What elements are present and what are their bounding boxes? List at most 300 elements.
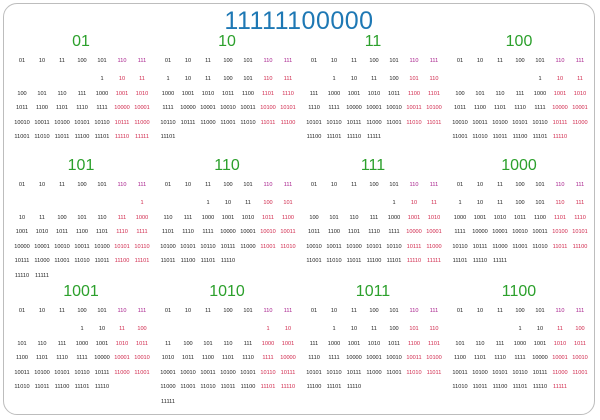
- day-cell[interactable]: 1011: [181, 355, 195, 361]
- day-cell[interactable]: 10101: [114, 243, 130, 250]
- day-cell[interactable]: 1100: [35, 105, 49, 111]
- day-cell[interactable]: 10: [98, 326, 106, 332]
- day-cell[interactable]: 1111: [262, 355, 274, 361]
- day-cell[interactable]: 11100: [180, 258, 196, 264]
- day-cell[interactable]: 11001: [452, 134, 468, 140]
- day-cell[interactable]: 111: [283, 76, 293, 82]
- day-cell[interactable]: 111: [243, 340, 253, 347]
- day-cell[interactable]: 1011: [307, 229, 321, 235]
- day-cell[interactable]: 10110: [532, 119, 548, 126]
- day-cell[interactable]: 10100: [220, 369, 236, 376]
- day-cell[interactable]: 10: [350, 76, 358, 82]
- day-cell[interactable]: 11010: [14, 384, 30, 390]
- day-cell[interactable]: 11001: [386, 119, 402, 126]
- day-cell[interactable]: 1000: [327, 340, 341, 347]
- day-cell[interactable]: 1010: [135, 90, 149, 97]
- day-cell[interactable]: 1011: [513, 214, 527, 221]
- day-cell[interactable]: 11111: [493, 258, 507, 264]
- day-cell[interactable]: 1011: [135, 340, 149, 347]
- day-cell[interactable]: 1010: [553, 340, 567, 347]
- day-cell[interactable]: 10: [350, 326, 358, 332]
- day-cell[interactable]: 1101: [95, 229, 109, 235]
- day-cell[interactable]: 111: [183, 214, 193, 221]
- day-cell[interactable]: 11110: [280, 384, 296, 390]
- day-cell[interactable]: 11101: [326, 384, 342, 390]
- day-cell[interactable]: 1111: [202, 229, 214, 235]
- day-cell[interactable]: 10001: [572, 105, 588, 111]
- day-cell[interactable]: 100: [389, 326, 399, 332]
- day-cell[interactable]: 1000: [75, 340, 89, 347]
- day-cell[interactable]: 1001: [115, 90, 129, 97]
- day-cell[interactable]: 10110: [326, 119, 342, 126]
- day-cell[interactable]: 1111: [534, 105, 546, 111]
- day-cell[interactable]: 1: [518, 326, 522, 332]
- day-cell[interactable]: 11101: [74, 384, 90, 390]
- day-cell[interactable]: 11101: [512, 384, 528, 390]
- day-cell[interactable]: 1111: [76, 355, 88, 361]
- day-cell[interactable]: 10110: [94, 119, 110, 126]
- day-cell[interactable]: 1: [266, 326, 270, 332]
- day-cell[interactable]: 1001: [473, 214, 487, 221]
- day-cell[interactable]: 10110: [386, 243, 402, 250]
- day-cell[interactable]: 10111: [552, 119, 568, 126]
- day-cell[interactable]: 10001: [134, 105, 150, 111]
- day-cell[interactable]: 11100: [114, 258, 130, 264]
- day-cell[interactable]: 10101: [280, 105, 296, 111]
- day-cell[interactable]: 11000: [160, 384, 176, 390]
- day-cell[interactable]: 10011: [74, 243, 90, 250]
- day-cell[interactable]: 1001: [533, 340, 547, 347]
- day-cell[interactable]: 11000: [114, 369, 130, 376]
- day-cell[interactable]: 1000: [387, 214, 401, 221]
- day-cell[interactable]: 11111: [367, 134, 381, 140]
- day-cell[interactable]: 10011: [452, 369, 468, 376]
- day-cell[interactable]: 10001: [34, 243, 50, 250]
- day-cell[interactable]: 1011: [387, 90, 401, 97]
- day-cell[interactable]: 11001: [14, 134, 30, 140]
- day-cell[interactable]: 10011: [240, 105, 256, 111]
- day-cell[interactable]: 10110: [200, 243, 216, 250]
- day-cell[interactable]: 11000: [240, 243, 256, 250]
- day-cell[interactable]: 1111: [96, 105, 108, 111]
- day-cell[interactable]: 10001: [366, 105, 382, 111]
- day-cell[interactable]: 1110: [56, 355, 68, 361]
- day-cell[interactable]: 101: [455, 340, 465, 347]
- day-cell[interactable]: 10001: [366, 355, 382, 361]
- day-cell[interactable]: 1101: [473, 355, 487, 361]
- day-cell[interactable]: 11000: [552, 369, 568, 376]
- day-cell[interactable]: 100: [389, 76, 399, 82]
- day-cell[interactable]: 111: [369, 214, 379, 221]
- day-cell[interactable]: 10100: [426, 105, 442, 111]
- day-cell[interactable]: 1101: [347, 229, 361, 235]
- day-cell[interactable]: 10011: [326, 243, 342, 250]
- day-cell[interactable]: 11101: [452, 258, 468, 264]
- day-cell[interactable]: 10100: [472, 369, 488, 376]
- day-cell[interactable]: 10000: [280, 355, 296, 361]
- day-cell[interactable]: 10011: [280, 229, 296, 235]
- day-cell[interactable]: 1100: [453, 355, 467, 361]
- day-cell[interactable]: 11: [245, 200, 251, 206]
- day-cell[interactable]: 1011: [387, 340, 401, 347]
- day-cell[interactable]: 11: [139, 76, 145, 82]
- day-cell[interactable]: 101: [409, 76, 419, 82]
- day-cell[interactable]: 11100: [280, 119, 296, 126]
- day-cell[interactable]: 11110: [14, 272, 30, 279]
- day-cell[interactable]: 11111: [427, 258, 441, 264]
- day-cell[interactable]: 1000: [533, 90, 547, 97]
- day-cell[interactable]: 11110: [346, 134, 362, 140]
- day-cell[interactable]: 10000: [472, 229, 488, 235]
- day-cell[interactable]: 110: [97, 214, 107, 221]
- day-cell[interactable]: 1011: [55, 229, 69, 235]
- day-cell[interactable]: 100: [515, 200, 525, 206]
- day-cell[interactable]: 11110: [472, 258, 488, 264]
- day-cell[interactable]: 1101: [427, 90, 441, 97]
- day-cell[interactable]: 11110: [94, 384, 110, 390]
- day-cell[interactable]: 10110: [260, 369, 276, 376]
- day-cell[interactable]: 11000: [366, 119, 382, 126]
- day-cell[interactable]: 11: [165, 340, 171, 347]
- day-cell[interactable]: 1000: [261, 340, 275, 347]
- day-cell[interactable]: 100: [309, 214, 319, 221]
- day-cell[interactable]: 10111: [220, 243, 236, 250]
- day-cell[interactable]: 1010: [201, 90, 215, 97]
- day-cell[interactable]: 1111: [328, 105, 340, 111]
- day-cell[interactable]: 10000: [346, 355, 362, 361]
- day-cell[interactable]: 1100: [281, 214, 295, 221]
- day-cell[interactable]: 1000: [201, 214, 215, 221]
- day-cell[interactable]: 110: [349, 214, 359, 221]
- day-cell[interactable]: 100: [263, 200, 273, 206]
- day-cell[interactable]: 10110: [74, 369, 90, 376]
- day-cell[interactable]: 1100: [201, 355, 215, 361]
- day-cell[interactable]: 11000: [426, 243, 442, 250]
- day-cell[interactable]: 110: [163, 214, 173, 221]
- day-cell[interactable]: 11001: [180, 384, 196, 390]
- day-cell[interactable]: 1110: [574, 214, 586, 221]
- day-cell[interactable]: 10000: [180, 105, 196, 111]
- day-cell[interactable]: 1011: [221, 90, 235, 97]
- day-cell[interactable]: 11: [119, 326, 125, 332]
- day-cell[interactable]: 1001: [347, 340, 361, 347]
- day-cell[interactable]: 11100: [512, 134, 528, 140]
- day-cell[interactable]: 11010: [472, 134, 488, 140]
- day-cell[interactable]: 10001: [114, 355, 130, 361]
- day-cell[interactable]: 11: [371, 326, 377, 332]
- day-cell[interactable]: 11000: [34, 258, 50, 264]
- day-cell[interactable]: 1000: [135, 214, 149, 221]
- day-cell[interactable]: 11110: [346, 384, 362, 390]
- day-cell[interactable]: 1: [80, 326, 84, 332]
- day-cell[interactable]: 11010: [200, 384, 216, 390]
- day-cell[interactable]: 1: [166, 76, 170, 82]
- day-cell[interactable]: 10: [476, 200, 484, 206]
- day-cell[interactable]: 101: [329, 214, 339, 221]
- day-cell[interactable]: 1010: [367, 340, 381, 347]
- day-cell[interactable]: 10010: [134, 355, 150, 361]
- day-cell[interactable]: 11001: [54, 258, 70, 264]
- day-cell[interactable]: 11110: [532, 384, 548, 390]
- day-cell[interactable]: 1010: [493, 214, 507, 221]
- day-cell[interactable]: 110: [495, 90, 505, 97]
- day-cell[interactable]: 10011: [14, 369, 30, 376]
- day-cell[interactable]: 1110: [76, 105, 88, 111]
- day-cell[interactable]: 10000: [406, 229, 422, 235]
- day-cell[interactable]: 11101: [326, 134, 342, 140]
- day-cell[interactable]: 10010: [220, 105, 236, 111]
- day-cell[interactable]: 1101: [161, 229, 175, 235]
- day-cell[interactable]: 11001: [134, 369, 150, 376]
- day-cell[interactable]: 11110: [406, 258, 422, 264]
- day-cell[interactable]: 11011: [94, 258, 110, 264]
- day-cell[interactable]: 11011: [492, 134, 508, 140]
- day-cell[interactable]: 10111: [406, 243, 422, 250]
- day-cell[interactable]: 10010: [386, 355, 402, 361]
- day-cell[interactable]: 101: [17, 340, 27, 347]
- day-cell[interactable]: 11000: [134, 119, 150, 126]
- day-cell[interactable]: 10: [184, 76, 192, 82]
- day-cell[interactable]: 1: [332, 76, 336, 82]
- day-cell[interactable]: 1100: [533, 214, 547, 221]
- day-cell[interactable]: 10111: [472, 243, 488, 250]
- day-cell[interactable]: 10010: [54, 243, 70, 250]
- day-cell[interactable]: 10110: [134, 243, 150, 250]
- day-cell[interactable]: 1111: [162, 105, 174, 111]
- day-cell[interactable]: 11100: [492, 384, 508, 390]
- day-cell[interactable]: 11011: [426, 119, 442, 126]
- day-cell[interactable]: 1110: [282, 90, 294, 97]
- day-cell[interactable]: 11100: [306, 134, 322, 140]
- day-cell[interactable]: 10100: [552, 229, 568, 235]
- day-cell[interactable]: 11: [205, 76, 211, 82]
- day-cell[interactable]: 101: [475, 90, 485, 97]
- day-cell[interactable]: 1100: [327, 229, 341, 235]
- day-cell[interactable]: 11101: [134, 258, 150, 264]
- day-cell[interactable]: 11010: [406, 369, 422, 376]
- day-cell[interactable]: 10: [284, 326, 292, 332]
- day-cell[interactable]: 11101: [386, 258, 402, 264]
- day-cell[interactable]: 1010: [115, 340, 129, 347]
- day-cell[interactable]: 10011: [406, 355, 422, 361]
- day-cell[interactable]: 101: [283, 200, 293, 206]
- day-cell[interactable]: 1101: [553, 214, 567, 221]
- day-cell[interactable]: 100: [183, 340, 193, 347]
- day-cell[interactable]: 11100: [240, 384, 256, 390]
- day-cell[interactable]: 10101: [572, 229, 588, 235]
- day-cell[interactable]: 1110: [308, 105, 320, 111]
- day-cell[interactable]: 1101: [261, 90, 275, 97]
- day-cell[interactable]: 10000: [346, 105, 362, 111]
- day-cell[interactable]: 10111: [180, 119, 196, 126]
- day-cell[interactable]: 10111: [532, 369, 548, 376]
- day-cell[interactable]: 101: [535, 200, 545, 206]
- day-cell[interactable]: 1101: [493, 105, 507, 111]
- day-cell[interactable]: 10101: [492, 369, 508, 376]
- day-cell[interactable]: 11100: [306, 384, 322, 390]
- day-cell[interactable]: 10000: [114, 105, 130, 111]
- day-cell[interactable]: 1: [458, 200, 462, 206]
- day-cell[interactable]: 10101: [512, 119, 528, 126]
- day-cell[interactable]: 11001: [512, 243, 528, 250]
- day-cell[interactable]: 10010: [260, 229, 276, 235]
- day-cell[interactable]: 1011: [261, 214, 275, 221]
- day-cell[interactable]: 11011: [426, 369, 442, 376]
- day-cell[interactable]: 1110: [308, 355, 320, 361]
- day-cell[interactable]: 1011: [453, 105, 467, 111]
- day-cell[interactable]: 110: [57, 90, 67, 97]
- day-cell[interactable]: 10100: [160, 243, 176, 250]
- day-cell[interactable]: 1: [332, 326, 336, 332]
- day-cell[interactable]: 1011: [15, 105, 29, 111]
- day-cell[interactable]: 11100: [74, 134, 90, 140]
- day-cell[interactable]: 10001: [200, 105, 216, 111]
- day-cell[interactable]: 11011: [34, 384, 50, 390]
- day-cell[interactable]: 11000: [492, 243, 508, 250]
- day-cell[interactable]: 10100: [426, 355, 442, 361]
- day-cell[interactable]: 110: [475, 340, 485, 347]
- day-cell[interactable]: 11001: [386, 369, 402, 376]
- day-cell[interactable]: 100: [57, 214, 67, 221]
- day-cell[interactable]: 10101: [306, 369, 322, 376]
- day-cell[interactable]: 10011: [34, 119, 50, 126]
- day-cell[interactable]: 1000: [161, 90, 175, 97]
- day-cell[interactable]: 10110: [512, 369, 528, 376]
- day-cell[interactable]: 11011: [346, 258, 362, 264]
- day-cell[interactable]: 1000: [513, 340, 527, 347]
- day-cell[interactable]: 1110: [514, 105, 526, 111]
- day-cell[interactable]: 1100: [241, 90, 255, 97]
- day-cell[interactable]: 11001: [220, 119, 236, 126]
- day-cell[interactable]: 110: [37, 340, 47, 347]
- day-cell[interactable]: 1101: [35, 355, 49, 361]
- day-cell[interactable]: 1100: [407, 340, 421, 347]
- day-cell[interactable]: 10: [556, 76, 564, 82]
- day-cell[interactable]: 1000: [327, 90, 341, 97]
- day-cell[interactable]: 10001: [492, 229, 508, 235]
- day-cell[interactable]: 11011: [160, 258, 176, 264]
- day-cell[interactable]: 11011: [54, 134, 70, 140]
- day-cell[interactable]: 111: [57, 340, 67, 347]
- day-cell[interactable]: 11010: [452, 384, 468, 390]
- day-cell[interactable]: 110: [263, 76, 273, 82]
- day-cell[interactable]: 10101: [240, 369, 256, 376]
- day-cell[interactable]: 1001: [181, 90, 195, 97]
- day-cell[interactable]: 110: [429, 326, 439, 332]
- day-cell[interactable]: 10010: [386, 105, 402, 111]
- day-cell[interactable]: 10100: [94, 243, 110, 250]
- day-cell[interactable]: 10001: [552, 355, 568, 361]
- day-cell[interactable]: 1000: [453, 214, 467, 221]
- day-cell[interactable]: 1111: [514, 355, 526, 361]
- day-cell[interactable]: 11010: [326, 258, 342, 264]
- day-cell[interactable]: 10010: [512, 229, 528, 235]
- day-cell[interactable]: 1111: [388, 229, 400, 235]
- day-cell[interactable]: 1111: [136, 229, 148, 235]
- day-cell[interactable]: 10111: [346, 369, 362, 376]
- day-cell[interactable]: 1100: [75, 229, 89, 235]
- day-cell[interactable]: 1: [392, 200, 396, 206]
- day-cell[interactable]: 11011: [260, 119, 276, 126]
- day-cell[interactable]: 10000: [532, 355, 548, 361]
- day-cell[interactable]: 10010: [452, 119, 468, 126]
- day-cell[interactable]: 1001: [553, 90, 567, 97]
- day-cell[interactable]: 10: [224, 200, 232, 206]
- day-cell[interactable]: 1101: [221, 355, 235, 361]
- day-cell[interactable]: 10110: [452, 243, 468, 250]
- day-cell[interactable]: 10100: [346, 243, 362, 250]
- day-cell[interactable]: 1001: [95, 340, 109, 347]
- day-cell[interactable]: 11001: [572, 369, 588, 376]
- day-cell[interactable]: 111: [77, 90, 87, 97]
- day-cell[interactable]: 1101: [427, 340, 441, 347]
- day-cell[interactable]: 101: [77, 214, 87, 221]
- day-cell[interactable]: 1010: [427, 214, 441, 221]
- day-cell[interactable]: 10000: [220, 229, 236, 235]
- day-cell[interactable]: 11010: [240, 119, 256, 126]
- day-cell[interactable]: 11: [497, 200, 503, 206]
- day-cell[interactable]: 11: [39, 214, 45, 221]
- day-cell[interactable]: 11: [577, 76, 583, 82]
- day-cell[interactable]: 10010: [572, 355, 588, 361]
- day-cell[interactable]: 111: [575, 200, 585, 206]
- day-cell[interactable]: 10000: [552, 105, 568, 111]
- day-cell[interactable]: 10101: [54, 369, 70, 376]
- day-cell[interactable]: 11100: [54, 384, 70, 390]
- day-cell[interactable]: 10111: [114, 119, 130, 126]
- day-cell[interactable]: 10000: [14, 243, 30, 250]
- day-cell[interactable]: 1: [206, 200, 210, 206]
- day-cell[interactable]: 11000: [366, 369, 382, 376]
- day-cell[interactable]: 1010: [367, 90, 381, 97]
- day-cell[interactable]: 11011: [552, 243, 568, 250]
- day-cell[interactable]: 1100: [473, 105, 487, 111]
- day-cell[interactable]: 1011: [573, 340, 587, 347]
- day-cell[interactable]: 1001: [221, 214, 235, 221]
- day-cell[interactable]: 1010: [161, 355, 175, 361]
- day-cell[interactable]: 1110: [494, 355, 506, 361]
- day-cell[interactable]: 1: [140, 200, 144, 206]
- day-cell[interactable]: 11101: [260, 384, 276, 390]
- day-cell[interactable]: 11010: [74, 258, 90, 264]
- day-cell[interactable]: 11000: [572, 119, 588, 126]
- day-cell[interactable]: 10: [118, 76, 126, 82]
- day-cell[interactable]: 10: [410, 200, 418, 206]
- day-cell[interactable]: 110: [555, 200, 565, 206]
- day-cell[interactable]: 10: [536, 326, 544, 332]
- day-cell[interactable]: 101: [37, 90, 47, 97]
- day-cell[interactable]: 10001: [240, 229, 256, 235]
- day-cell[interactable]: 10101: [180, 243, 196, 250]
- day-cell[interactable]: 11011: [220, 384, 236, 390]
- day-cell[interactable]: 10111: [346, 119, 362, 126]
- day-cell[interactable]: 10110: [326, 369, 342, 376]
- day-cell[interactable]: 10111: [280, 369, 296, 376]
- day-cell[interactable]: 1111: [454, 229, 466, 235]
- day-cell[interactable]: 10011: [200, 369, 216, 376]
- day-cell[interactable]: 1110: [242, 355, 254, 361]
- day-cell[interactable]: 1001: [407, 214, 421, 221]
- day-cell[interactable]: 1010: [241, 214, 255, 221]
- day-cell[interactable]: 10010: [306, 243, 322, 250]
- day-cell[interactable]: 1110: [182, 229, 194, 235]
- day-cell[interactable]: 11100: [366, 258, 382, 264]
- day-cell[interactable]: 10001: [426, 229, 442, 235]
- day-cell[interactable]: 1001: [347, 90, 361, 97]
- day-cell[interactable]: 11111: [35, 272, 49, 279]
- day-cell[interactable]: 11: [557, 326, 563, 332]
- day-cell[interactable]: 11010: [34, 134, 50, 140]
